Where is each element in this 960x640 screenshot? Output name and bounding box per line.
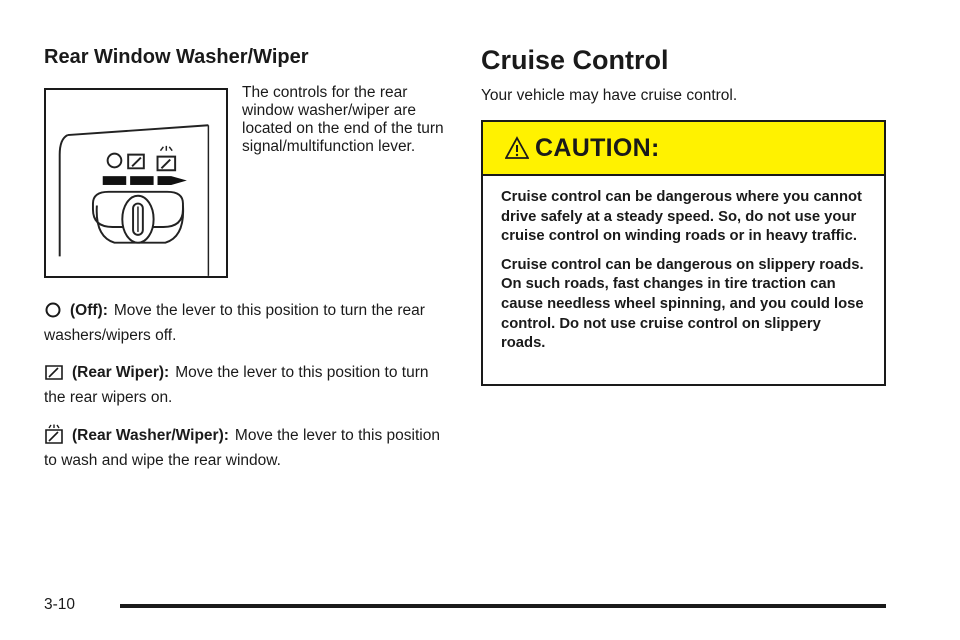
- item-off-text: Move the lever to this position to turn the rear washers/wipers off.: [44, 302, 425, 344]
- section-heading-cruise-control: Cruise Control: [481, 45, 669, 75]
- rear-wiper-icon: [44, 363, 64, 387]
- lever-illustration: [44, 88, 228, 278]
- item-rear-wiper-term: (Rear Wiper):: [72, 364, 170, 381]
- caution-box: [481, 120, 886, 386]
- caution-title: CAUTION:: [535, 133, 660, 162]
- item-rear-wiper-text: Move the lever to this position to turn the rear wipers on.: [44, 364, 429, 406]
- caution-body: [483, 176, 884, 354]
- footer-rule: [120, 604, 886, 608]
- rear-washer-wiper-icon: [44, 424, 64, 450]
- cruise-intro-text: Your vehicle may have cruise control.: [481, 87, 738, 104]
- item-rear-wiper: [44, 362, 454, 408]
- lever-drawing: [46, 90, 226, 276]
- item-rear-washer-wiper: [44, 424, 454, 471]
- figure-caption-text: The controls for the rear window washer/wiper are located on the end of the turn signal/multifunction lever.: [242, 84, 444, 155]
- caution-paragraph: Cruise control can be dangerous on slippery roads. On such roads, fast changes in tire traction can cause needless wheel spinning, and you could lose control. Do not use cruise control on slippery roads.: [501, 256, 864, 352]
- off-circle-icon: [108, 154, 122, 168]
- figure-row: [44, 84, 454, 284]
- item-rear-washer-wiper-term: (Rear Washer/Wiper):: [72, 427, 229, 444]
- caution-paragraph: Cruise control can be dangerous where you cannot drive safely at a steady speed. So, do not use your cruise control on winding roads or in heavy traffic.: [501, 189, 862, 245]
- warning-triangle-icon: [505, 136, 529, 160]
- caution-header: [483, 122, 884, 176]
- item-rear-washer-wiper-text: Move the lever to this position to wash and wipe the rear window.: [44, 427, 440, 469]
- section-heading-rear-washer: Rear Window Washer/Wiper: [44, 46, 309, 68]
- page-number: 3-10: [44, 596, 76, 613]
- item-off: [44, 300, 454, 346]
- off-circle-icon: [44, 301, 62, 325]
- right-column: [481, 44, 886, 386]
- left-column: [44, 44, 454, 471]
- item-off-term: (Off):: [70, 302, 108, 319]
